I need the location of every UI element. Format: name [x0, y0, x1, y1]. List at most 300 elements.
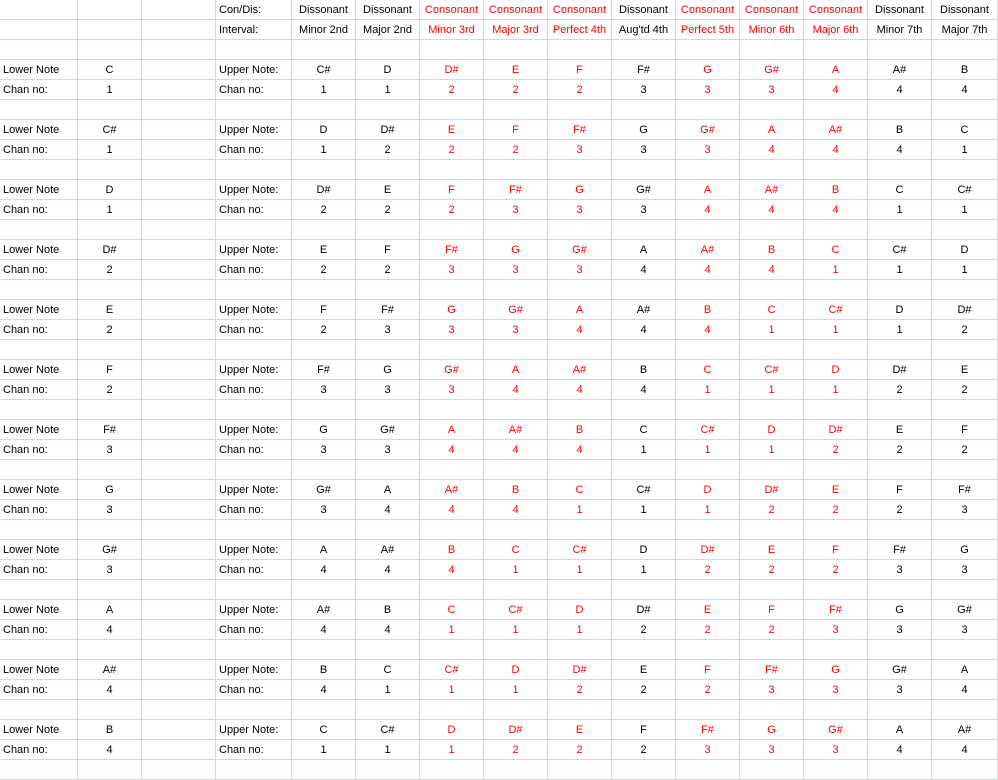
empty-cell[interactable]	[804, 760, 868, 780]
chan-no-label[interactable]: Chan no:	[216, 320, 292, 340]
upper-chan-cell[interactable]: 4	[804, 80, 868, 100]
chan-no-label[interactable]: Chan no:	[0, 440, 78, 460]
empty-cell[interactable]	[142, 140, 216, 160]
empty-cell[interactable]	[0, 0, 78, 20]
upper-note-label[interactable]: Upper Note:	[216, 600, 292, 620]
upper-note-cell[interactable]: F	[420, 180, 484, 200]
empty-cell[interactable]	[932, 520, 998, 540]
upper-chan-cell[interactable]: 1	[804, 260, 868, 280]
chan-no-label[interactable]: Chan no:	[216, 380, 292, 400]
empty-cell[interactable]	[292, 400, 356, 420]
upper-chan-cell[interactable]: 2	[676, 680, 740, 700]
empty-cell[interactable]	[142, 660, 216, 680]
empty-cell[interactable]	[420, 460, 484, 480]
chan-no-label[interactable]: Chan no:	[216, 260, 292, 280]
empty-cell[interactable]	[740, 640, 804, 660]
empty-cell[interactable]	[612, 340, 676, 360]
upper-note-cell[interactable]: B	[932, 60, 998, 80]
empty-cell[interactable]	[292, 700, 356, 720]
upper-chan-cell[interactable]: 2	[740, 500, 804, 520]
lower-note-label[interactable]: Lower Note	[0, 660, 78, 680]
empty-cell[interactable]	[932, 760, 998, 780]
empty-cell[interactable]	[142, 640, 216, 660]
empty-cell[interactable]	[356, 580, 420, 600]
empty-cell[interactable]	[142, 280, 216, 300]
upper-note-cell[interactable]: C	[932, 120, 998, 140]
chan-no-label[interactable]: Chan no:	[216, 620, 292, 640]
empty-cell[interactable]	[142, 400, 216, 420]
empty-cell[interactable]	[484, 220, 548, 240]
empty-cell[interactable]	[740, 400, 804, 420]
con-dis-header[interactable]: Dissonant	[868, 0, 932, 20]
empty-cell[interactable]	[932, 340, 998, 360]
upper-chan-cell[interactable]: 1	[612, 500, 676, 520]
upper-note-cell[interactable]: D#	[548, 660, 612, 680]
empty-cell[interactable]	[216, 220, 292, 240]
upper-note-cell[interactable]: D	[804, 360, 868, 380]
empty-cell[interactable]	[78, 40, 142, 60]
upper-note-cell[interactable]: E	[612, 660, 676, 680]
upper-note-cell[interactable]: C#	[548, 540, 612, 560]
upper-chan-cell[interactable]: 3	[292, 500, 356, 520]
empty-cell[interactable]	[0, 760, 78, 780]
empty-cell[interactable]	[548, 160, 612, 180]
empty-cell[interactable]	[612, 160, 676, 180]
empty-cell[interactable]	[484, 100, 548, 120]
empty-cell[interactable]	[420, 640, 484, 660]
upper-note-cell[interactable]: A#	[740, 180, 804, 200]
upper-note-cell[interactable]: B	[804, 180, 868, 200]
con-dis-header[interactable]: Consonant	[676, 0, 740, 20]
lower-note-label[interactable]: Lower Note	[0, 120, 78, 140]
empty-cell[interactable]	[548, 700, 612, 720]
lower-note-value[interactable]: F#	[78, 420, 142, 440]
lower-chan-value[interactable]: 2	[78, 380, 142, 400]
upper-chan-cell[interactable]: 4	[420, 500, 484, 520]
upper-note-cell[interactable]: E	[676, 600, 740, 620]
chan-no-label[interactable]: Chan no:	[216, 560, 292, 580]
chan-no-label[interactable]: Chan no:	[0, 320, 78, 340]
upper-note-cell[interactable]: G	[420, 300, 484, 320]
chan-no-label[interactable]: Chan no:	[0, 560, 78, 580]
upper-note-cell[interactable]: E	[292, 240, 356, 260]
upper-note-cell[interactable]: G	[484, 240, 548, 260]
lower-note-value[interactable]: E	[78, 300, 142, 320]
upper-chan-cell[interactable]: 1	[420, 680, 484, 700]
empty-cell[interactable]	[142, 300, 216, 320]
empty-cell[interactable]	[0, 340, 78, 360]
empty-cell[interactable]	[0, 20, 78, 40]
upper-chan-cell[interactable]: 3	[804, 680, 868, 700]
empty-cell[interactable]	[548, 340, 612, 360]
upper-chan-cell[interactable]: 2	[740, 560, 804, 580]
upper-chan-cell[interactable]: 1	[548, 620, 612, 640]
empty-cell[interactable]	[612, 460, 676, 480]
upper-note-cell[interactable]: D	[676, 480, 740, 500]
empty-cell[interactable]	[142, 100, 216, 120]
empty-cell[interactable]	[356, 640, 420, 660]
chan-no-label[interactable]: Chan no:	[0, 680, 78, 700]
upper-note-cell[interactable]: A#	[804, 120, 868, 140]
lower-chan-value[interactable]: 1	[78, 200, 142, 220]
lower-note-label[interactable]: Lower Note	[0, 540, 78, 560]
empty-cell[interactable]	[932, 580, 998, 600]
empty-cell[interactable]	[548, 580, 612, 600]
upper-chan-cell[interactable]: 2	[804, 560, 868, 580]
interval-header[interactable]: Major 3rd	[484, 20, 548, 40]
upper-note-cell[interactable]: A#	[612, 300, 676, 320]
upper-chan-cell[interactable]: 3	[292, 440, 356, 460]
empty-cell[interactable]	[740, 220, 804, 240]
upper-note-cell[interactable]: A#	[548, 360, 612, 380]
upper-note-cell[interactable]: F#	[356, 300, 420, 320]
empty-cell[interactable]	[868, 100, 932, 120]
empty-cell[interactable]	[0, 460, 78, 480]
empty-cell[interactable]	[804, 160, 868, 180]
empty-cell[interactable]	[612, 520, 676, 540]
upper-note-label[interactable]: Upper Note:	[216, 180, 292, 200]
empty-cell[interactable]	[676, 520, 740, 540]
upper-chan-cell[interactable]: 1	[868, 320, 932, 340]
upper-note-cell[interactable]: A	[420, 420, 484, 440]
upper-chan-cell[interactable]: 4	[676, 320, 740, 340]
empty-cell[interactable]	[548, 280, 612, 300]
upper-chan-cell[interactable]: 4	[740, 140, 804, 160]
empty-cell[interactable]	[420, 220, 484, 240]
upper-note-cell[interactable]: C#	[932, 180, 998, 200]
chan-no-label[interactable]: Chan no:	[0, 620, 78, 640]
lower-note-value[interactable]: B	[78, 720, 142, 740]
upper-note-cell[interactable]: F#	[612, 60, 676, 80]
empty-cell[interactable]	[548, 220, 612, 240]
empty-cell[interactable]	[932, 640, 998, 660]
upper-chan-cell[interactable]: 3	[356, 320, 420, 340]
upper-note-cell[interactable]: F#	[484, 180, 548, 200]
empty-cell[interactable]	[868, 280, 932, 300]
empty-cell[interactable]	[142, 620, 216, 640]
upper-note-cell[interactable]: A	[292, 540, 356, 560]
upper-chan-cell[interactable]: 4	[804, 140, 868, 160]
upper-chan-cell[interactable]: 1	[484, 680, 548, 700]
empty-cell[interactable]	[548, 100, 612, 120]
upper-chan-cell[interactable]: 1	[356, 680, 420, 700]
lower-note-label[interactable]: Lower Note	[0, 360, 78, 380]
upper-note-cell[interactable]: G#	[548, 240, 612, 260]
empty-cell[interactable]	[356, 160, 420, 180]
empty-cell[interactable]	[804, 340, 868, 360]
upper-note-cell[interactable]: A#	[676, 240, 740, 260]
upper-note-cell[interactable]: D	[868, 300, 932, 320]
upper-chan-cell[interactable]: 3	[420, 320, 484, 340]
upper-note-cell[interactable]: G#	[868, 660, 932, 680]
empty-cell[interactable]	[740, 280, 804, 300]
empty-cell[interactable]	[78, 100, 142, 120]
upper-chan-cell[interactable]: 2	[548, 740, 612, 760]
empty-cell[interactable]	[142, 520, 216, 540]
chan-no-label[interactable]: Chan no:	[216, 140, 292, 160]
empty-cell[interactable]	[292, 760, 356, 780]
upper-note-cell[interactable]: C	[676, 360, 740, 380]
upper-note-cell[interactable]: G	[356, 360, 420, 380]
upper-note-cell[interactable]: C#	[868, 240, 932, 260]
upper-note-cell[interactable]: G	[548, 180, 612, 200]
upper-note-cell[interactable]: C	[420, 600, 484, 620]
empty-cell[interactable]	[740, 760, 804, 780]
lower-note-value[interactable]: C	[78, 60, 142, 80]
upper-chan-cell[interactable]: 1	[420, 740, 484, 760]
upper-chan-cell[interactable]: 1	[868, 200, 932, 220]
interval-header[interactable]: Major 2nd	[356, 20, 420, 40]
interval-label[interactable]: Interval:	[216, 20, 292, 40]
upper-chan-cell[interactable]: 4	[868, 140, 932, 160]
con-dis-header[interactable]: Consonant	[420, 0, 484, 20]
empty-cell[interactable]	[142, 40, 216, 60]
upper-chan-cell[interactable]: 4	[932, 740, 998, 760]
upper-note-cell[interactable]: F#	[804, 600, 868, 620]
empty-cell[interactable]	[484, 160, 548, 180]
empty-cell[interactable]	[676, 220, 740, 240]
upper-note-cell[interactable]: B	[676, 300, 740, 320]
upper-note-cell[interactable]: D#	[612, 600, 676, 620]
lower-note-value[interactable]: D	[78, 180, 142, 200]
upper-chan-cell[interactable]: 4	[612, 260, 676, 280]
empty-cell[interactable]	[0, 100, 78, 120]
empty-cell[interactable]	[142, 340, 216, 360]
empty-cell[interactable]	[740, 340, 804, 360]
empty-cell[interactable]	[142, 740, 216, 760]
upper-chan-cell[interactable]: 3	[740, 740, 804, 760]
empty-cell[interactable]	[78, 220, 142, 240]
empty-cell[interactable]	[420, 700, 484, 720]
upper-note-cell[interactable]: G	[932, 540, 998, 560]
empty-cell[interactable]	[804, 520, 868, 540]
interval-header[interactable]: Minor 7th	[868, 20, 932, 40]
upper-note-cell[interactable]: E	[932, 360, 998, 380]
empty-cell[interactable]	[142, 320, 216, 340]
lower-note-label[interactable]: Lower Note	[0, 240, 78, 260]
upper-chan-cell[interactable]: 2	[868, 380, 932, 400]
upper-note-cell[interactable]: G#	[356, 420, 420, 440]
chan-no-label[interactable]: Chan no:	[216, 80, 292, 100]
empty-cell[interactable]	[78, 640, 142, 660]
upper-chan-cell[interactable]: 4	[548, 380, 612, 400]
upper-note-cell[interactable]: A	[612, 240, 676, 260]
empty-cell[interactable]	[142, 720, 216, 740]
upper-chan-cell[interactable]: 2	[612, 740, 676, 760]
empty-cell[interactable]	[740, 520, 804, 540]
lower-note-value[interactable]: G	[78, 480, 142, 500]
upper-chan-cell[interactable]: 2	[420, 80, 484, 100]
upper-chan-cell[interactable]: 2	[932, 320, 998, 340]
upper-chan-cell[interactable]: 4	[356, 620, 420, 640]
upper-chan-cell[interactable]: 4	[740, 260, 804, 280]
empty-cell[interactable]	[612, 580, 676, 600]
empty-cell[interactable]	[216, 580, 292, 600]
con-dis-header[interactable]: Dissonant	[932, 0, 998, 20]
upper-chan-cell[interactable]: 1	[932, 200, 998, 220]
upper-chan-cell[interactable]: 2	[484, 80, 548, 100]
empty-cell[interactable]	[676, 640, 740, 660]
upper-note-cell[interactable]: A#	[484, 420, 548, 440]
empty-cell[interactable]	[868, 700, 932, 720]
upper-note-cell[interactable]: C	[612, 420, 676, 440]
empty-cell[interactable]	[868, 520, 932, 540]
upper-chan-cell[interactable]: 1	[356, 740, 420, 760]
empty-cell[interactable]	[142, 200, 216, 220]
upper-note-cell[interactable]: C	[740, 300, 804, 320]
empty-cell[interactable]	[356, 40, 420, 60]
upper-chan-cell[interactable]: 4	[676, 260, 740, 280]
interval-header[interactable]: Minor 3rd	[420, 20, 484, 40]
empty-cell[interactable]	[484, 40, 548, 60]
chan-no-label[interactable]: Chan no:	[216, 440, 292, 460]
upper-note-cell[interactable]: C#	[292, 60, 356, 80]
empty-cell[interactable]	[78, 0, 142, 20]
upper-note-cell[interactable]: E	[356, 180, 420, 200]
upper-note-cell[interactable]: F	[804, 540, 868, 560]
upper-note-cell[interactable]: F#	[740, 660, 804, 680]
con-dis-header[interactable]: Consonant	[804, 0, 868, 20]
upper-note-cell[interactable]: B	[740, 240, 804, 260]
upper-note-cell[interactable]: C	[804, 240, 868, 260]
chan-no-label[interactable]: Chan no:	[0, 140, 78, 160]
upper-note-cell[interactable]: D	[740, 420, 804, 440]
empty-cell[interactable]	[142, 180, 216, 200]
upper-chan-cell[interactable]: 2	[932, 440, 998, 460]
upper-chan-cell[interactable]: 2	[932, 380, 998, 400]
upper-note-cell[interactable]: E	[420, 120, 484, 140]
upper-note-cell[interactable]: F#	[292, 360, 356, 380]
upper-chan-cell[interactable]: 3	[740, 680, 804, 700]
empty-cell[interactable]	[356, 280, 420, 300]
empty-cell[interactable]	[804, 40, 868, 60]
empty-cell[interactable]	[676, 460, 740, 480]
chan-no-label[interactable]: Chan no:	[216, 740, 292, 760]
upper-note-cell[interactable]: D#	[932, 300, 998, 320]
upper-chan-cell[interactable]: 1	[740, 440, 804, 460]
upper-chan-cell[interactable]: 3	[548, 200, 612, 220]
empty-cell[interactable]	[420, 760, 484, 780]
con-dis-header[interactable]: Dissonant	[356, 0, 420, 20]
empty-cell[interactable]	[804, 280, 868, 300]
upper-chan-cell[interactable]: 3	[676, 80, 740, 100]
upper-chan-cell[interactable]: 4	[932, 80, 998, 100]
empty-cell[interactable]	[676, 400, 740, 420]
empty-cell[interactable]	[0, 700, 78, 720]
upper-chan-cell[interactable]: 2	[484, 140, 548, 160]
upper-note-cell[interactable]: F	[740, 600, 804, 620]
upper-note-cell[interactable]: C#	[740, 360, 804, 380]
empty-cell[interactable]	[0, 400, 78, 420]
lower-note-label[interactable]: Lower Note	[0, 420, 78, 440]
empty-cell[interactable]	[740, 700, 804, 720]
upper-note-label[interactable]: Upper Note:	[216, 120, 292, 140]
empty-cell[interactable]	[216, 700, 292, 720]
upper-chan-cell[interactable]: 2	[676, 560, 740, 580]
empty-cell[interactable]	[142, 760, 216, 780]
empty-cell[interactable]	[356, 760, 420, 780]
upper-chan-cell[interactable]: 2	[740, 620, 804, 640]
empty-cell[interactable]	[142, 460, 216, 480]
upper-chan-cell[interactable]: 3	[868, 680, 932, 700]
empty-cell[interactable]	[420, 160, 484, 180]
upper-note-cell[interactable]: C#	[804, 300, 868, 320]
chan-no-label[interactable]: Chan no:	[0, 200, 78, 220]
empty-cell[interactable]	[868, 220, 932, 240]
lower-note-value[interactable]: D#	[78, 240, 142, 260]
empty-cell[interactable]	[78, 160, 142, 180]
upper-chan-cell[interactable]: 3	[484, 260, 548, 280]
empty-cell[interactable]	[932, 700, 998, 720]
empty-cell[interactable]	[868, 160, 932, 180]
upper-chan-cell[interactable]: 3	[612, 140, 676, 160]
lower-chan-value[interactable]: 4	[78, 740, 142, 760]
lower-note-label[interactable]: Lower Note	[0, 600, 78, 620]
upper-note-cell[interactable]: E	[740, 540, 804, 560]
upper-note-cell[interactable]: C#	[484, 600, 548, 620]
upper-note-cell[interactable]: G	[804, 660, 868, 680]
upper-chan-cell[interactable]: 1	[740, 320, 804, 340]
empty-cell[interactable]	[740, 160, 804, 180]
empty-cell[interactable]	[676, 340, 740, 360]
upper-chan-cell[interactable]: 2	[804, 440, 868, 460]
upper-chan-cell[interactable]: 4	[740, 200, 804, 220]
upper-chan-cell[interactable]: 4	[868, 80, 932, 100]
upper-note-cell[interactable]: A	[804, 60, 868, 80]
upper-chan-cell[interactable]: 1	[612, 560, 676, 580]
empty-cell[interactable]	[292, 580, 356, 600]
empty-cell[interactable]	[420, 100, 484, 120]
empty-cell[interactable]	[0, 220, 78, 240]
upper-note-cell[interactable]: A#	[420, 480, 484, 500]
empty-cell[interactable]	[868, 580, 932, 600]
upper-chan-cell[interactable]: 4	[292, 560, 356, 580]
upper-chan-cell[interactable]: 3	[676, 140, 740, 160]
empty-cell[interactable]	[78, 580, 142, 600]
upper-note-cell[interactable]: G	[612, 120, 676, 140]
upper-note-cell[interactable]: G	[676, 60, 740, 80]
empty-cell[interactable]	[932, 400, 998, 420]
upper-note-cell[interactable]: F	[356, 240, 420, 260]
upper-chan-cell[interactable]: 4	[868, 740, 932, 760]
lower-note-label[interactable]: Lower Note	[0, 720, 78, 740]
empty-cell[interactable]	[484, 520, 548, 540]
upper-note-cell[interactable]: C	[292, 720, 356, 740]
lower-note-value[interactable]: A#	[78, 660, 142, 680]
empty-cell[interactable]	[78, 700, 142, 720]
upper-chan-cell[interactable]: 4	[292, 620, 356, 640]
upper-note-cell[interactable]: B	[420, 540, 484, 560]
empty-cell[interactable]	[612, 760, 676, 780]
upper-chan-cell[interactable]: 3	[804, 620, 868, 640]
empty-cell[interactable]	[548, 520, 612, 540]
upper-note-cell[interactable]: F#	[420, 240, 484, 260]
upper-chan-cell[interactable]: 2	[868, 500, 932, 520]
empty-cell[interactable]	[484, 280, 548, 300]
interval-header[interactable]: Aug'td 4th	[612, 20, 676, 40]
empty-cell[interactable]	[932, 160, 998, 180]
lower-chan-value[interactable]: 1	[78, 80, 142, 100]
upper-note-cell[interactable]: F	[932, 420, 998, 440]
upper-note-cell[interactable]: C#	[676, 420, 740, 440]
upper-chan-cell[interactable]: 2	[612, 620, 676, 640]
empty-cell[interactable]	[292, 280, 356, 300]
empty-cell[interactable]	[356, 220, 420, 240]
empty-cell[interactable]	[0, 280, 78, 300]
upper-chan-cell[interactable]: 4	[420, 440, 484, 460]
upper-note-cell[interactable]: F	[676, 660, 740, 680]
empty-cell[interactable]	[420, 280, 484, 300]
